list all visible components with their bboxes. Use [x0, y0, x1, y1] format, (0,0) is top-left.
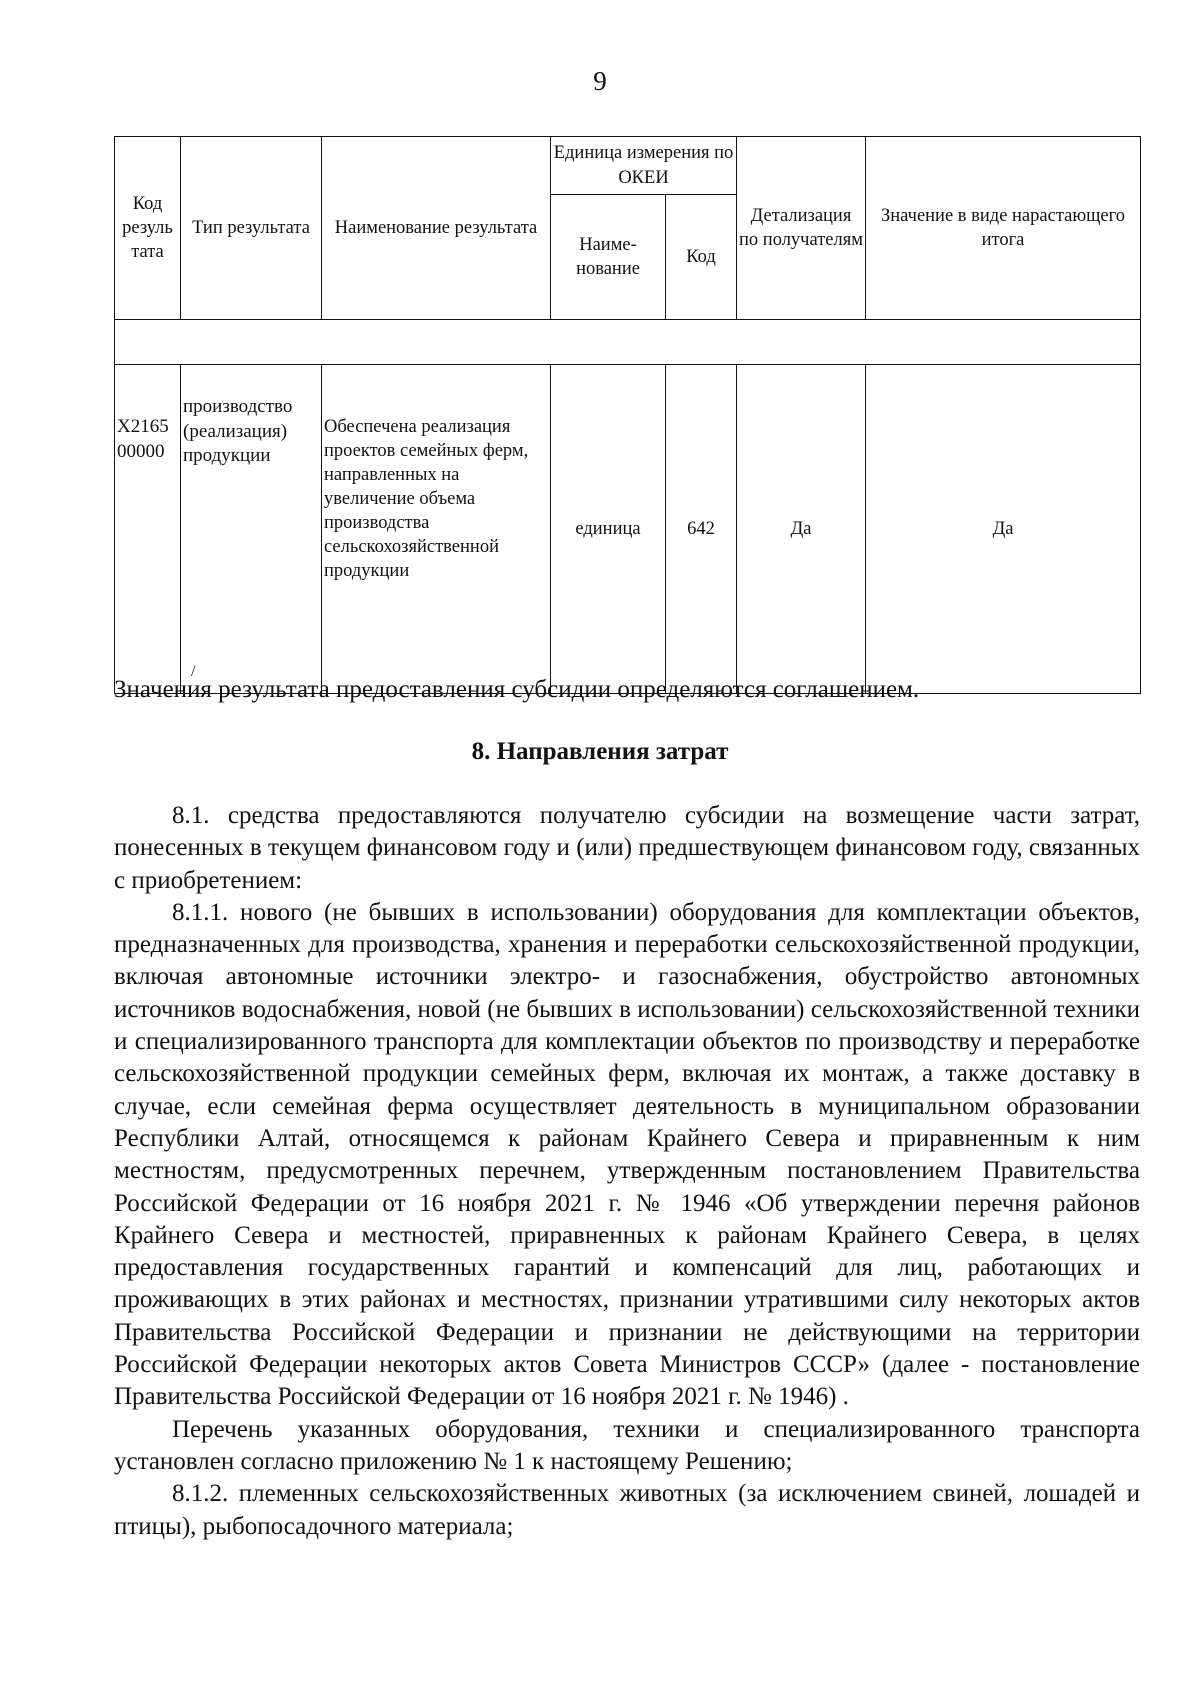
cell-mark: / — [191, 663, 196, 681]
section-body — [114, 800, 1140, 1543]
header-cumulative: Значение в виде нарастающего итога — [866, 137, 1141, 320]
result-note: Значения результата предоставления субсидии определяются соглашением. — [114, 676, 920, 703]
paragraph-equipment-list: Перечень указанных оборудования, техники и специализированного транспорта установлен согласно приложению № 1 к настоящему Решению; — [114, 1415, 1140, 1475]
header-name: Наименование результата — [322, 137, 551, 320]
table-row — [115, 365, 1141, 694]
cell-type-text: производство (реализация) продукции — [183, 396, 293, 467]
section-heading: 8. Направления затрат — [471, 738, 729, 765]
header-unit-group: Единица измерения по ОКЕИ — [551, 137, 737, 195]
cell-unit-code: 642 — [666, 365, 737, 694]
cell-unit-name: единица — [551, 365, 666, 694]
cell-code: X216500000 — [115, 365, 181, 694]
cell-detail: Да — [737, 365, 866, 694]
table-empty-row — [115, 320, 1141, 365]
results-table — [114, 136, 1141, 694]
header-unit-name: Наиме-нование — [551, 195, 666, 320]
table-header-row — [115, 137, 1141, 195]
header-detail: Детализация по получателям — [737, 137, 866, 320]
paragraph-8-1-2: 8.1.2. племенных сельскохозяйственных животных (за исключением свиней, лошадей и птицы), рыбопосадочного материала; — [114, 1480, 1140, 1540]
header-type: Тип результата — [181, 137, 322, 320]
cell-type — [181, 365, 322, 694]
cell-cumulative: Да — [866, 365, 1141, 694]
paragraph-8-1: 8.1. средства предоставляются получателю субсидии на возмещение части затрат, понесенных в текущем финансовом году и (или) предшествующем финансовом году, связанных с приобретением: — [114, 802, 1140, 894]
empty-cell — [115, 320, 1141, 365]
paragraph-8-1-1: 8.1.1. нового (не бывших в использовании) оборудования для комплектации объектов, предназначенных для производства, хранения и переработки сельскохозяйственной продукции, включая автономные источники электро- и газоснабжения, обустройство автономных источников водоснабжения, новой (не бывших в использовании) сельскохозяйственной техники и специализированного транспорта для комплектации объектов по производству и переработке сельскохозяйственной продукции семейных ферм, включая их монтаж, а также доставку в случае, если семейная ферма осуществляет деятельность в муниципальном образовании Республики Алтай, относящемся к районам Крайнего Севера и приравненным к ним местностям, предусмотренных перечнем, утвержденным постановлением Правительства Российской Федерации от 16 ноября 2021 г. № 1946 «Об утверждении перечня районов Крайнего Севера и местностей, приравненных к районам Крайнего Севера, в целях предоставления государственных гарантий и компенсаций для лиц, работающих и проживающих в этих районах и местностях, признании утратившими силу некоторых актов Правительства Российской Федерации и признании не действующими на территории Российской Федерации некоторых актов Совета Министров СССР» (далее - постановление Правительства Российской Федерации от 16 ноября 2021 г. № 1946) . — [114, 898, 1140, 1411]
header-unit-code: Код — [666, 195, 737, 320]
header-code: Код резуль тата — [115, 137, 181, 320]
cell-name: Обеспечена реализация проектов семейных ферм, направленных на увеличение объема производства сельскохозяйственной продукции — [322, 365, 551, 694]
page-number: 9 — [593, 66, 607, 96]
